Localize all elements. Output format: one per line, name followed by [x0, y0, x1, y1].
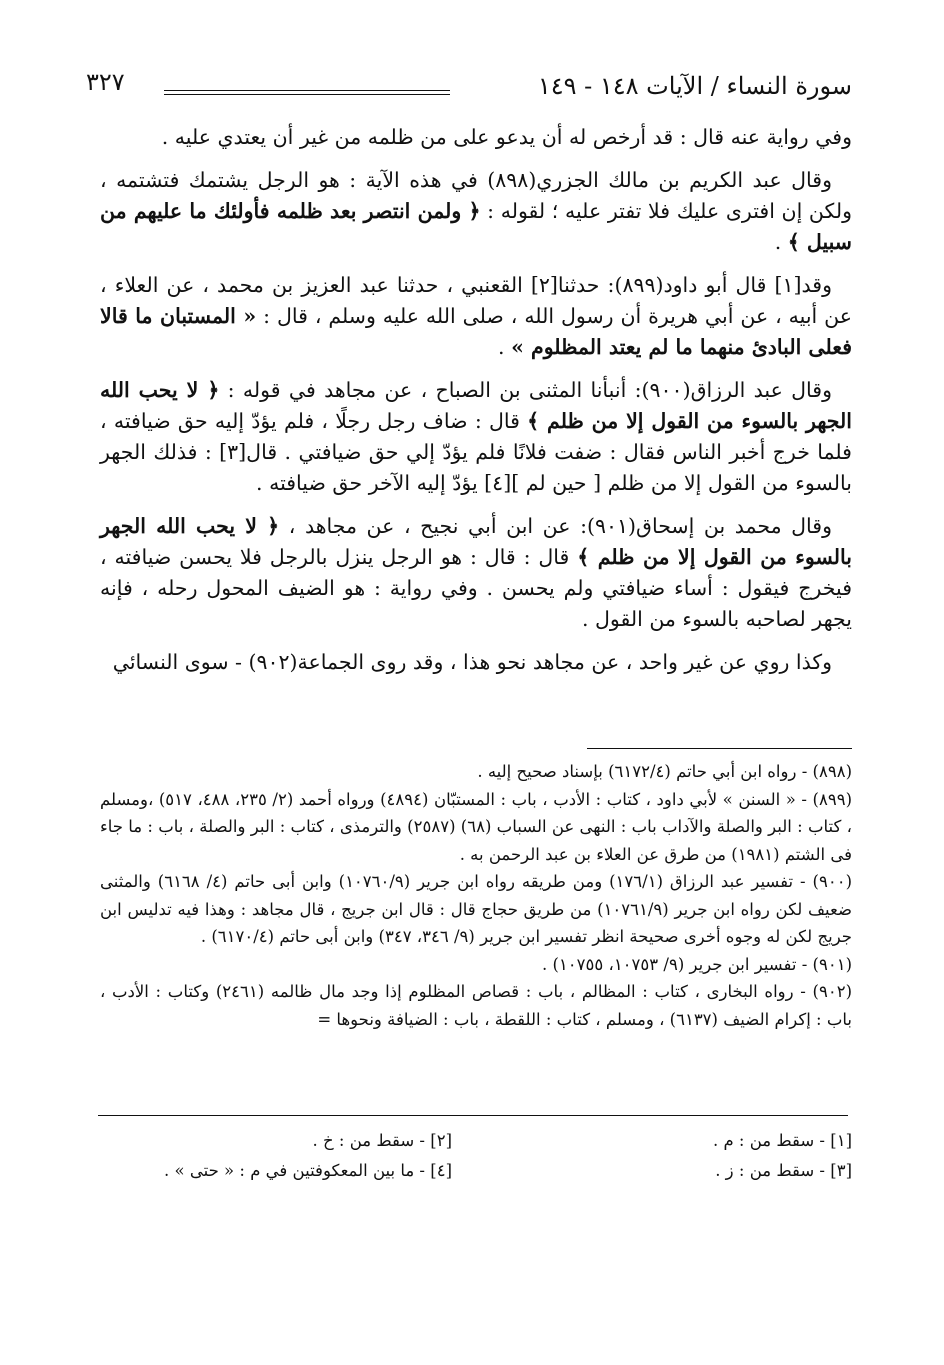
variant-mark: [١] — [774, 273, 802, 297]
footnote: (٨٩٩) - « السنن » لأبي داود ، كتاب : الأدب ، باب : المستبّان (٤٨٩٤) ورواه أحمد (٢/ ٢٣٥، ٤٨٨، ٥١٧) ،ومسلم ، كتاب : البر والصلة والآداب باب : النهى عن السباب (٦٨) (٢٥٨٧) والترمذى ، كتاب : البر والصلة ، باب : ما جاء فى الشتم (١٩٨١) من طرق عن العلاء بن عبد الرحمن به . — [100, 789, 852, 864]
variants-separator — [98, 1115, 848, 1116]
paragraph-text: . — [774, 230, 788, 254]
footnote-ref: (٩٠١) — [587, 514, 637, 538]
paragraph-text: وقد — [801, 273, 832, 297]
footnote: (٩٠٢) - رواه البخارى ، كتاب : المظالم ، باب : قصاص المظلوم إذا وجد مال ظالمه (٢٤٦١) وكتاب : الأدب ، باب : إكرام الضيف (٦١٣٧) ، ومسلم ، كتاب : اللقطة ، باب : الضيافة ونحوها = — [100, 982, 852, 1029]
paragraph-text: القعنبي ، حدثنا عبد العزيز بن محمد ، عن العلاء ، عن أبيه ، عن أبي هريرة أن رسول الله ، صلى الله عليه وسلم ، قال : — [100, 273, 852, 328]
paragraph-text: وفي رواية عنه قال : قد أرخص له أن يدعو على من ظلمه من غير أن يعتدي عليه . — [161, 125, 852, 149]
paragraph-text: وقال عبد الكريم بن مالك الجزري — [536, 168, 832, 192]
footnotes — [100, 758, 852, 1033]
variant-mark: [٤] — [484, 471, 512, 495]
paragraph-text: - سوى النسائي — [112, 650, 249, 674]
paragraph-text: قال : قال : هو الرجل ينزل بالرجل فلا يحسن ضيافته ، فيخرج فيقول : أساء ضيافتي ولم يحسن . وفي رواية : هو الضيف المحول رحله ، فإنه يجهر لصاحبه بالسوء من القول . — [100, 545, 852, 631]
paragraph-text: : فذلك الجهر بالسوء من القول إلا من ظلم [ حين لم ] — [100, 440, 852, 495]
footnote-ref: (٩٠٢) — [248, 650, 298, 674]
header-rule — [164, 90, 450, 95]
variant-note: [١] - سقط من : م . — [712, 1131, 852, 1150]
paragraph-4 — [100, 375, 852, 499]
paragraph-text: وكذا روي عن غير واحد ، عن مجاهد نحو هذا ، وقد روى الجماعة — [297, 650, 832, 674]
hadith-quote: « المستبان ما قالا فعلى البادئ منهما ما لم يعتد المظلوم » — [100, 304, 852, 359]
paragraph-2 — [100, 165, 852, 258]
variant-mark: [٣] — [219, 440, 247, 464]
footnote: (٨٩٨) - رواه ابن أبي حاتم (٦١٧٢/٤) بإسناد صحيح إليه . — [477, 762, 852, 781]
paragraph-text: . — [498, 335, 512, 359]
footnote: (٩٠٠) - تفسير عبد الرزاق (١٧٦/١) ومن طريقه رواه ابن جرير (١٠٧٦٠/٩) وابن أبى حاتم (٤/ ٦١٦٨) والمثنى ضعيف لكن رواه ابن جرير (١٠٧٦١/٩) من طريق حجاج قال : قال ابن جريج ، قال مجاهد : وهذا فيه تدليس ابن جريج لكن له وجوه أخرى صحيحة انظر تفسير ابن جرير (٩/ ٣٤٦، ٣٤٧) وابن أبى حاتم (٦١٧٠/٤) . — [100, 872, 852, 946]
page-number: ٣٢٧ — [86, 68, 125, 96]
surah-title: سورة النساء / الآيات ١٤٨ - ١٤٩ — [537, 72, 852, 100]
variant-note: [٤] - ما بين المعكوفتين في م : « حتى » . — [164, 1161, 452, 1180]
footnote-ref: (٨٩٨) — [487, 168, 537, 192]
paragraph-text: : عن ابن أبي نجيح ، عن مجاهد ، — [279, 514, 587, 538]
paragraph-text: وقال عبد الرزاق — [690, 378, 832, 402]
footnote-ref: (٩٠٠) — [641, 378, 691, 402]
footnote: (٩٠١) - تفسير ابن جرير (٩/ ١٠٧٥٣، ١٠٧٥٥) . — [541, 954, 852, 974]
paragraph-6 — [100, 647, 852, 678]
variant-note: [٣] - سقط من : ز . — [715, 1161, 852, 1180]
quran-quote: ﴿ ولمن انتصر بعد ظلمه فأولئك ما عليهم من سبيل ﴾ — [100, 199, 852, 254]
paragraph-5 — [100, 511, 852, 635]
paragraph-text: : حدثنا — [557, 273, 615, 297]
paragraph-text: قال : ضاف رجل رجلًا ، فلم يؤدّ إليه حق ضيافته ، فلما خرج أخبر الناس فقال : ضفت فلانًا فلم يؤدّ إلي حق ضيافتي . قال — [100, 409, 852, 464]
variant-note: [٢] - سقط من : خ . — [312, 1131, 452, 1150]
paragraph-text: : أنبأنا المثنى بن الصباح ، عن مجاهد في قوله : — [219, 378, 642, 402]
footnote-separator — [587, 748, 852, 749]
variants-column-right — [472, 1126, 852, 1186]
paragraph-text: قال أبو داود — [663, 273, 775, 297]
paragraph-1 — [100, 122, 852, 153]
variants-column-left — [72, 1126, 452, 1186]
footnote-ref: (٨٩٩) — [614, 273, 664, 297]
paragraph-3 — [100, 270, 852, 363]
page-header — [86, 66, 852, 112]
quran-quote: ﴿ لا يحب الله الجهر بالسوء من القول إلا من ظلم ﴾ — [100, 378, 852, 433]
quran-quote: ﴿ لا يحب الله الجهر بالسوء من القول إلا من ظلم ﴾ — [100, 514, 853, 569]
variant-mark: [٢] — [530, 273, 558, 297]
paragraph-text: في هذه الآية : هو الرجل يشتمك فتشتمه ، ولكن إن افترى عليك فلا تفتر عليه ؛ لقوله : — [100, 168, 853, 223]
paragraph-text: وقال محمد بن إسحاق — [636, 514, 832, 538]
main-text — [100, 122, 852, 690]
paragraph-text: يؤدّ إليه الآخر حق ضيافته . — [256, 471, 485, 495]
